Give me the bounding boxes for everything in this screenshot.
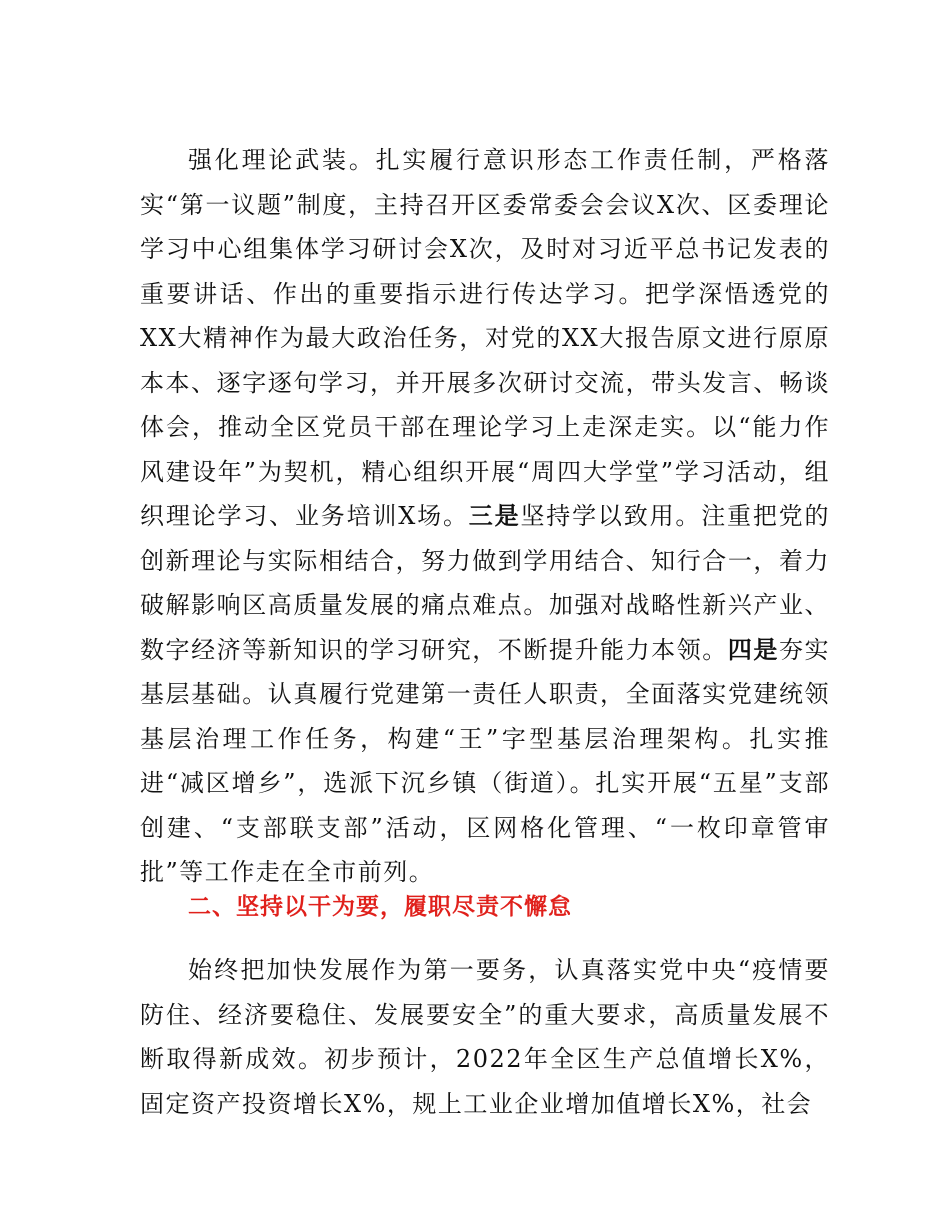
section-heading: 二、坚持以干为要，履职尽责不懈怠 — [188, 894, 572, 920]
paragraph-text: 坚持学以致用。注重把党的创新理论与实际相结合，努力做到学用结合、知行合一，着力破解影响区高质量发展的痛点难点。加强对战略性新兴产业、数字经济等新知识的学习研究，不断提升能力本领。 — [140, 502, 831, 664]
bold-marker-four: 四是 — [727, 635, 779, 664]
bold-marker-three: 三是 — [468, 502, 521, 530]
paragraph-text: 强化理论武装。扎实履行意识形态工作责任制，严格落实“第一议题”制度，主持召开区委常委会会议X次、区委理论学习中心组集体学习研讨会X次，及时对习近平总书记发表的重要讲话、作出的重要指示进行传达学习。把学深悟透党的XX大精神作为最大政治任务，对党的XX大报告原文进行原原本本、逐字逐句学习，并开展多次研讨交流，带头发言、畅谈体会，推动全区党员干部在理论学习上走深走实。以“能力作风建设年”为契机，精心组织开展“周四大学堂”学习活动，组织理论学习、业务培训X场。 — [140, 146, 830, 530]
paragraph-text: 夯实基层基础。认真履行党建第一责任人职责，全面落实党建统领基层治理工作任务，构建“王”字型基层治理架构。扎实推进“减区增乡”，选派下沉乡镇（街道）。扎实开展“五星”支部创建、“支部联支部”活动，区网格化管理、“一枚印章管审批”等工作走在全市前列。 — [140, 635, 831, 886]
body-paragraph: 始终把加快发展作为第一要务，认真落实党中央“疫情要防住、经济要稳住、发展要安全”的重大要求，高质量发展不断取得新成效。初步预计，2022年全区生产总值增长X%，固定资产投资增长X%，规上工业企业增加值增长X%，社会 — [140, 956, 830, 1118]
body-paragraph — [140, 138, 830, 895]
